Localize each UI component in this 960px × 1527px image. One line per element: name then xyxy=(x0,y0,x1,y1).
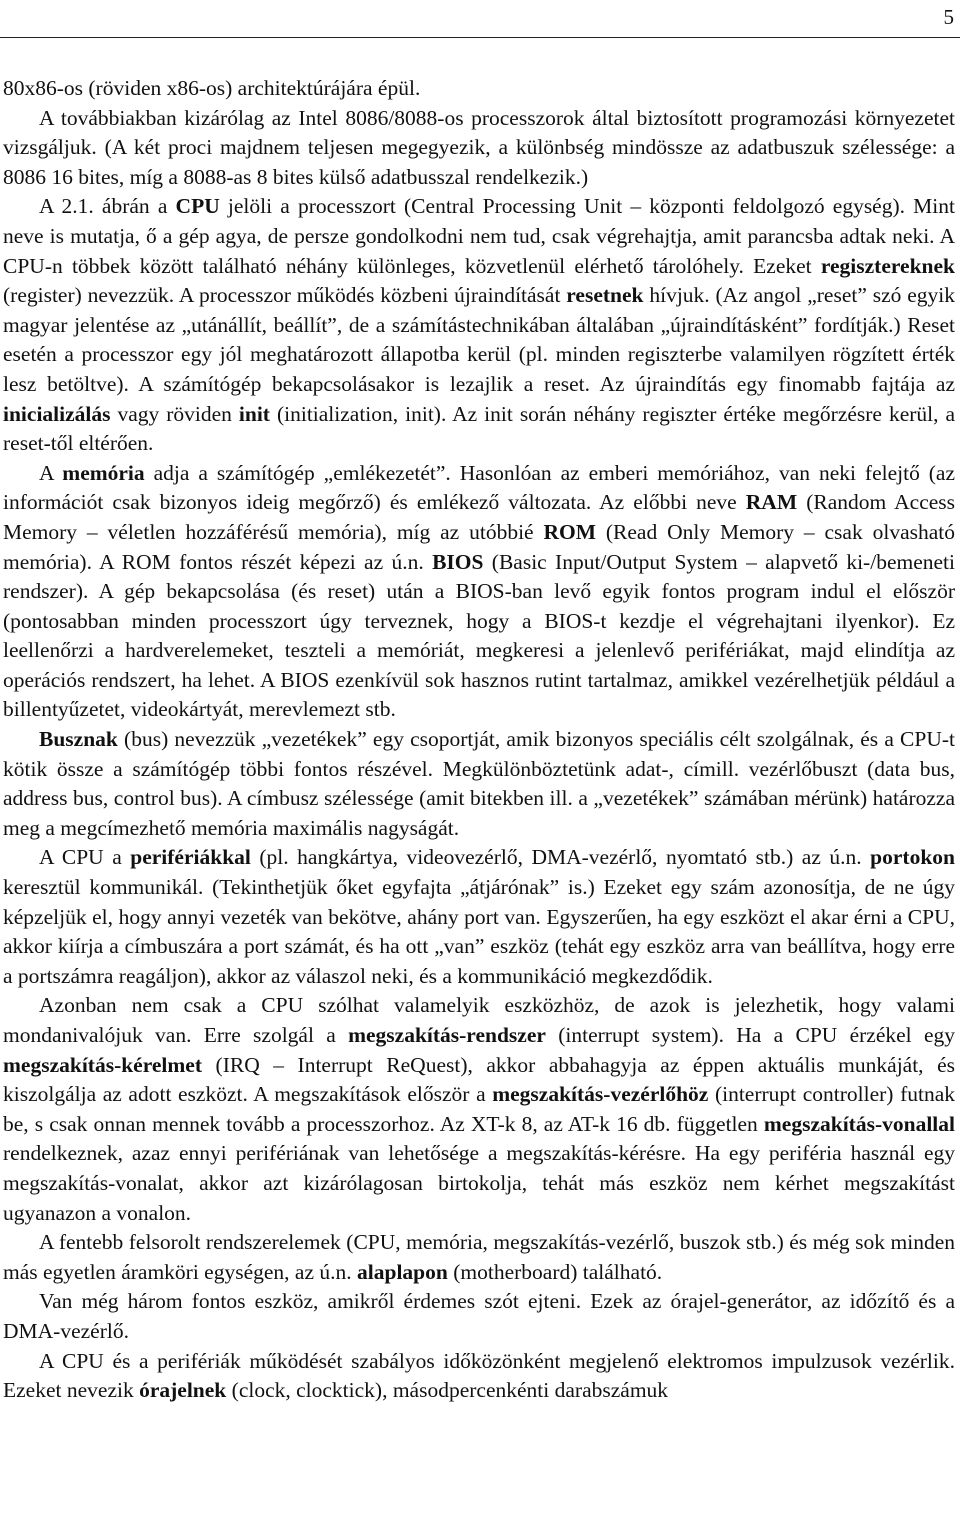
bold-term: BIOS xyxy=(432,549,484,574)
paragraph xyxy=(3,192,955,458)
bold-term: init xyxy=(238,401,270,426)
paragraph xyxy=(3,74,955,104)
bold-term: RAM xyxy=(745,490,798,515)
text-run: Van még három fontos eszköz, amikről érdemes szót ejteni. Ezek az órajel-generátor, az időzítő és a DMA-vezérlő. xyxy=(3,1289,955,1343)
paragraph xyxy=(3,991,955,1228)
text-run: jelöli a processzort (Central Processing Unit – központi feldolgozó egység). Mint neve is mutatja, ő a gép agya, de persze gondolkodni nem tud, csak végrehajtja, amit parancsba adtak neki. A CPU-n többek között található néhány különleges, közvetlenül elérhető tárolóhely. Ezeket xyxy=(3,194,955,278)
bold-term: megszakítás-vonallal xyxy=(763,1111,955,1136)
bold-term: megszakítás-rendszer xyxy=(348,1023,546,1047)
text-run: (bus) nevezzük „vezetékek” egy csoportját, amik bizonyos speciális célt szolgálnak, és a CPU-t kötik össze a számítógép többi fontos részével. Megkülönböztetünk adat-, címill. vezérlőbuszt (data bus, address bus, control bus). A címbusz szélessége (amit bitekben ill. a „vezetékek” számában mérünk) határozza meg a megcímezhető memória maximális nagyságát. xyxy=(3,727,955,840)
paragraph xyxy=(3,104,955,193)
text-run: A fentebb felsorolt rendszerelemek (CPU, memória, megszakítás-vezérlő, buszok stb.) és még sok minden más egyetlen áramköri egységen, az ú.n. xyxy=(3,1230,955,1284)
text-run: (clock, clocktick), másodpercenkénti darabszámuk xyxy=(226,1378,669,1403)
paragraph xyxy=(3,725,955,843)
text-run: (Random Access Memory – véletlen hozzáférésű memória), míg az utóbbié xyxy=(3,490,956,544)
text-run: A CPU és a perifériák működését szabályos időközönként megjelenő elektromos impulzusok vezérlik. Ezeket nevezik xyxy=(3,1348,955,1403)
bold-term: inicializálás xyxy=(3,401,111,426)
paragraph xyxy=(3,1287,955,1346)
text-run: keresztül kommunikál. (Tekinthetjük őket egyfajta „átjárónak” is.) Ezeket egy szám azonosítja, de ne úgy képzeljük el, hogy annyi vezeték van bekötve, ahány port van. Egyszerűen, ha egy eszközt el akar érni a CPU, akkor kiírja a címbuszára a port számát, és ha ott „van” eszköz (tehát egy eszköz arra van beállítva, hogy erre a portszámra reagáljon), akkor az válaszol neki, és a kommunikáció megkezdődik. xyxy=(3,875,955,988)
document-body xyxy=(3,74,955,1406)
text-run: Azonban nem csak a CPU szólhat valamelyik eszközhöz, de azok is jelezhetik, hogy valami mondanivalójuk van. Erre szolgál a xyxy=(3,993,955,1047)
text-run: A 2.1. ábrán a xyxy=(39,194,176,219)
page-number: 5 xyxy=(943,5,954,29)
text-run: (interrupt controller) futnak be, s csak onnan mennek tovább a processzorhoz. Az XT-k 8, az AT-k 16 db. független xyxy=(3,1082,955,1136)
text-run: (Read Only Memory – csak olvasható memória). A ROM fontos részét képezi az ú.n. xyxy=(3,519,955,574)
text-run: A továbbiakban kizárólag az Intel 8086/8088-os processzorok által biztosított programozási környezetet vizsgáljuk. (A két proci majdnem teljesen megegyezik, a különbség mindössze az adatbuszuk szélessége: a 8086 16 bites, míg a 8088-as 8 bites külső adatbusszal rendelkezik.) xyxy=(3,105,955,189)
paragraph xyxy=(3,459,955,725)
bold-term: resetnek xyxy=(566,283,644,308)
paragraph xyxy=(3,1228,955,1287)
text-run: (interrupt system). Ha a CPU érzékel egy xyxy=(545,1023,955,1047)
paragraph xyxy=(3,843,955,991)
bold-term: CPU xyxy=(175,194,220,219)
bold-term: ROM xyxy=(543,519,597,544)
text-run: adja a számítógép „emlékezetét”. Hasonlóan az emberi memóriához, van neki felejtő (az információt csak bizonyos ideig megőrző) és emlékező változata. Az előbbi neve xyxy=(3,460,955,515)
bold-term: megszakítás-kérelmet xyxy=(3,1052,203,1077)
header-rule xyxy=(0,37,960,38)
bold-term: megszakítás-vezérlőhöz xyxy=(492,1082,709,1107)
text-run: vagy röviden xyxy=(110,401,239,426)
bold-term: regisztereknek xyxy=(820,253,955,278)
text-run: A CPU a xyxy=(39,845,131,870)
text-run: (IRQ – Interrupt ReQuest), akkor abbahagyja az éppen aktuális munkáját, és kiszolgálja az adott eszközt. A megszakítások először a xyxy=(3,1052,955,1107)
bold-term: órajelnek xyxy=(139,1378,227,1403)
text-run: (motherboard) található. xyxy=(447,1259,663,1284)
text-run: (register) nevezzük. A processzor működés közbeni újraindítását xyxy=(3,283,567,308)
text-run: rendelkeznek, azaz ennyi perifériának van lehetősége a megszakítás-kérésre. Ha egy periféria használ egy megszakítás-vonalat, akkor azt kizárólagosan birtokolja, tehát más eszköz nem kérhet megszakítást ugyanazon a vonalon. xyxy=(3,1141,955,1225)
text-run: hívjuk. (Az angol „reset” szó egyik magyar jelentése az „utánállít, beállít”, de a számítástechnikában általában „újraindításként” fordítják.) Reset esetén a processzor egy jól meghatározott állapotba kerül (pl. minden regiszterbe valamilyen rögzített érték lesz betöltve). A számítógép bekapcsolásakor is lezajlik a reset. Az újraindítás egy finomabb fajtája az xyxy=(3,283,955,396)
text-run: 80x86-os (röviden x86-os) architektúrájára épül. xyxy=(3,76,421,100)
text-run: (initialization, init). Az init során néhány regiszter értéke megőrzésre kerül, a reset-től eltérően. xyxy=(3,401,956,456)
bold-term: memória xyxy=(62,460,145,485)
bold-term: perifériákkal xyxy=(130,845,251,870)
text-run: (Basic Input/Output System – alapvető ki-/bemeneti rendszer). A gép bekapcsolása (és reset) után a BIOS-ban levő egyik fontos program indul el először (pontosabban minden processzort úgy terveznek, hogy a BIOS-t kezdje el végrehajtani ilyenkor). Ez leellenőrzi a hardverelemeket, teszteli a memóriát, megkeresi a jelenlevő perifériákat, majd elindítja az operációs rendszert, ha lehet. A BIOS ezenkívül sok hasznos rutint tartalmaz, amikkel vezérelhetjük például a billentyűzetet, videokártyát, merevlemezt stb. xyxy=(3,549,955,722)
text-run: A xyxy=(39,460,63,485)
text-run: (pl. hangkártya, videovezérlő, DMA-vezérlő, nyomtató stb.) az ú.n. xyxy=(250,845,871,870)
bold-term: alaplapon xyxy=(357,1259,448,1284)
paragraph xyxy=(3,1347,955,1406)
bold-term: Busznak xyxy=(39,727,118,752)
bold-term: portokon xyxy=(870,845,955,870)
